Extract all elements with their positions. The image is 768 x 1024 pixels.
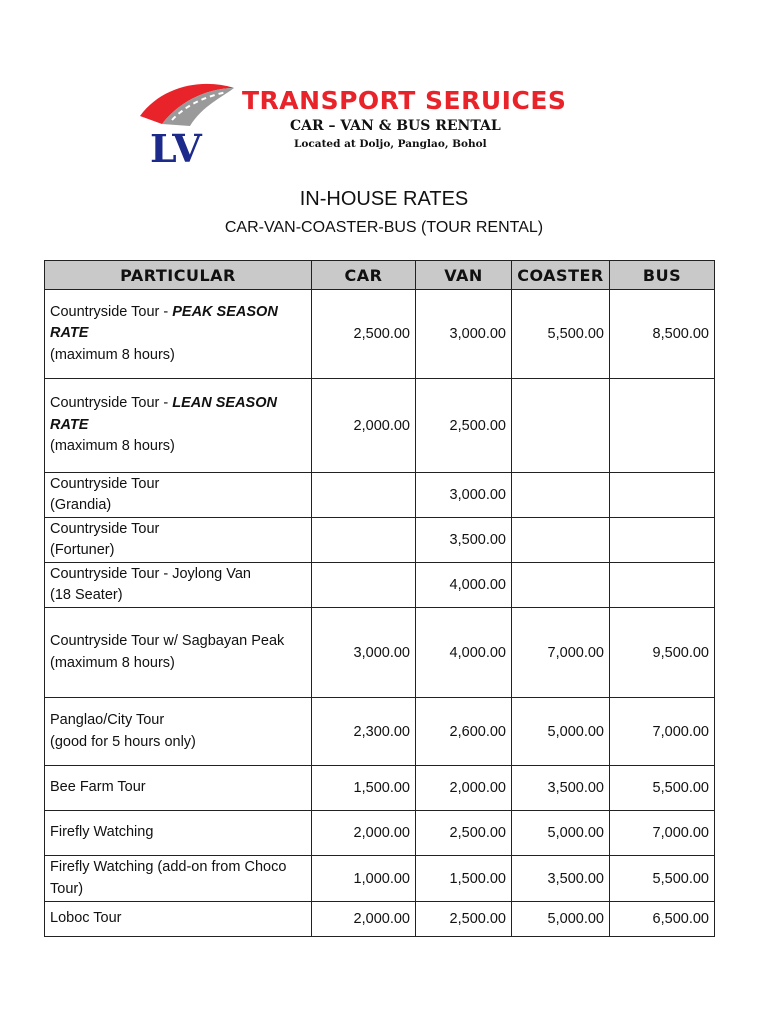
particular-cell [45, 563, 312, 608]
particular-note: (maximum 8 hours) [50, 438, 175, 455]
table-row [45, 379, 715, 473]
coaster-rate [512, 563, 610, 608]
particular-note: (good for 5 hours only) [50, 733, 196, 750]
particular-cell [45, 856, 312, 902]
bus-rate [610, 518, 715, 563]
van-rate: 2,000.00 [416, 766, 512, 811]
car-rate [312, 563, 416, 608]
van-rate: 1,500.00 [416, 856, 512, 902]
car-rate [312, 518, 416, 563]
particular-text: Bee Farm Tour [50, 779, 146, 796]
van-rate: 2,500.00 [416, 379, 512, 473]
car-rate: 2,000.00 [312, 379, 416, 473]
bus-rate: 5,500.00 [610, 856, 715, 902]
particular-note: (maximum 8 hours) [50, 346, 175, 363]
car-rate [312, 473, 416, 518]
particular-note: (Fortuner) [50, 542, 115, 558]
particular-text: Countryside Tour [50, 520, 160, 537]
particular-cell [45, 698, 312, 766]
car-rate: 2,000.00 [312, 902, 416, 937]
table-row [45, 518, 715, 563]
particular-cell [45, 902, 312, 937]
particular-text: Firefly Watching (add-on from Choco Tour) [50, 859, 287, 897]
van-rate: 4,000.00 [416, 563, 512, 608]
table-row [45, 902, 715, 937]
company-tagline: CAR – VAN & BUS RENTAL [290, 118, 501, 134]
van-rate: 2,500.00 [416, 902, 512, 937]
car-rate: 1,000.00 [312, 856, 416, 902]
header-bus: BUS [610, 261, 715, 290]
coaster-rate: 3,500.00 [512, 856, 610, 902]
van-rate: 2,600.00 [416, 698, 512, 766]
coaster-rate: 3,500.00 [512, 766, 610, 811]
bus-rate [610, 563, 715, 608]
rates-table [44, 260, 715, 937]
company-location: Located at Doljo, Panglao, Bohol [294, 138, 487, 150]
coaster-rate: 5,000.00 [512, 811, 610, 856]
particular-note: (18 Seater) [50, 587, 123, 603]
header-car: CAR [312, 261, 416, 290]
lv-logo [132, 76, 240, 172]
bus-rate: 9,500.00 [610, 608, 715, 698]
particular-cell [45, 608, 312, 698]
coaster-rate [512, 379, 610, 473]
particular-text: Countryside Tour - [50, 395, 173, 412]
bus-rate: 5,500.00 [610, 766, 715, 811]
page-title: IN-HOUSE RATES [299, 188, 469, 210]
van-rate: 3,000.00 [416, 473, 512, 518]
particular-text: Loboc Tour [50, 910, 122, 927]
header-coaster: COASTER [512, 261, 610, 290]
bus-rate [610, 473, 715, 518]
particular-text: Firefly Watching [50, 824, 154, 841]
particular-cell [45, 473, 312, 518]
car-rate: 2,500.00 [312, 290, 416, 379]
header-particular: PARTICULAR [45, 261, 312, 290]
coaster-rate: 5,000.00 [512, 698, 610, 766]
particular-cell [45, 811, 312, 856]
table-row [45, 698, 715, 766]
table-row [45, 563, 715, 608]
coaster-rate: 5,000.00 [512, 902, 610, 937]
coaster-rate: 7,000.00 [512, 608, 610, 698]
table-row [45, 290, 715, 379]
van-rate: 2,500.00 [416, 811, 512, 856]
particular-cell [45, 766, 312, 811]
bus-rate: 7,000.00 [610, 698, 715, 766]
van-rate: 3,500.00 [416, 518, 512, 563]
car-rate: 3,000.00 [312, 608, 416, 698]
car-rate: 2,000.00 [312, 811, 416, 856]
van-rate: 4,000.00 [416, 608, 512, 698]
table-row [45, 766, 715, 811]
company-header [132, 76, 578, 172]
particular-note: (Grandia) [50, 497, 112, 513]
season-rate-label: LEAN SEASON RATE [50, 395, 277, 433]
table-row [45, 811, 715, 856]
page-subtitle: CAR-VAN-COASTER-BUS (TOUR RENTAL) [224, 219, 544, 236]
particular-text: Countryside Tour - [50, 303, 173, 320]
coaster-rate: 5,500.00 [512, 290, 610, 379]
particular-text: Countryside Tour w/ Sagbayan Peak [50, 633, 285, 649]
bus-rate: 8,500.00 [610, 290, 715, 379]
particular-note: (maximum 8 hours) [50, 654, 175, 671]
particular-text: Countryside Tour - Joylong Van [50, 565, 251, 582]
particular-cell [45, 518, 312, 563]
particular-text: Countryside Tour [50, 475, 160, 492]
header-van: VAN [416, 261, 512, 290]
particular-text: Panglao/City Tour [50, 712, 165, 728]
company-name: TRANSPORT SERUICES [242, 86, 567, 115]
car-rate: 2,300.00 [312, 698, 416, 766]
bus-rate [610, 379, 715, 473]
bus-rate: 7,000.00 [610, 811, 715, 856]
table-row [45, 473, 715, 518]
table-row [45, 856, 715, 902]
bus-rate: 6,500.00 [610, 902, 715, 937]
coaster-rate [512, 473, 610, 518]
car-rate: 1,500.00 [312, 766, 416, 811]
season-rate-label: PEAK SEASON RATE [50, 303, 278, 342]
particular-cell [45, 290, 312, 379]
van-rate: 3,000.00 [416, 290, 512, 379]
table-row [45, 608, 715, 698]
particular-cell [45, 379, 312, 473]
logo-lettering: LV [150, 126, 202, 171]
coaster-rate [512, 518, 610, 563]
table-header-row [45, 261, 715, 290]
